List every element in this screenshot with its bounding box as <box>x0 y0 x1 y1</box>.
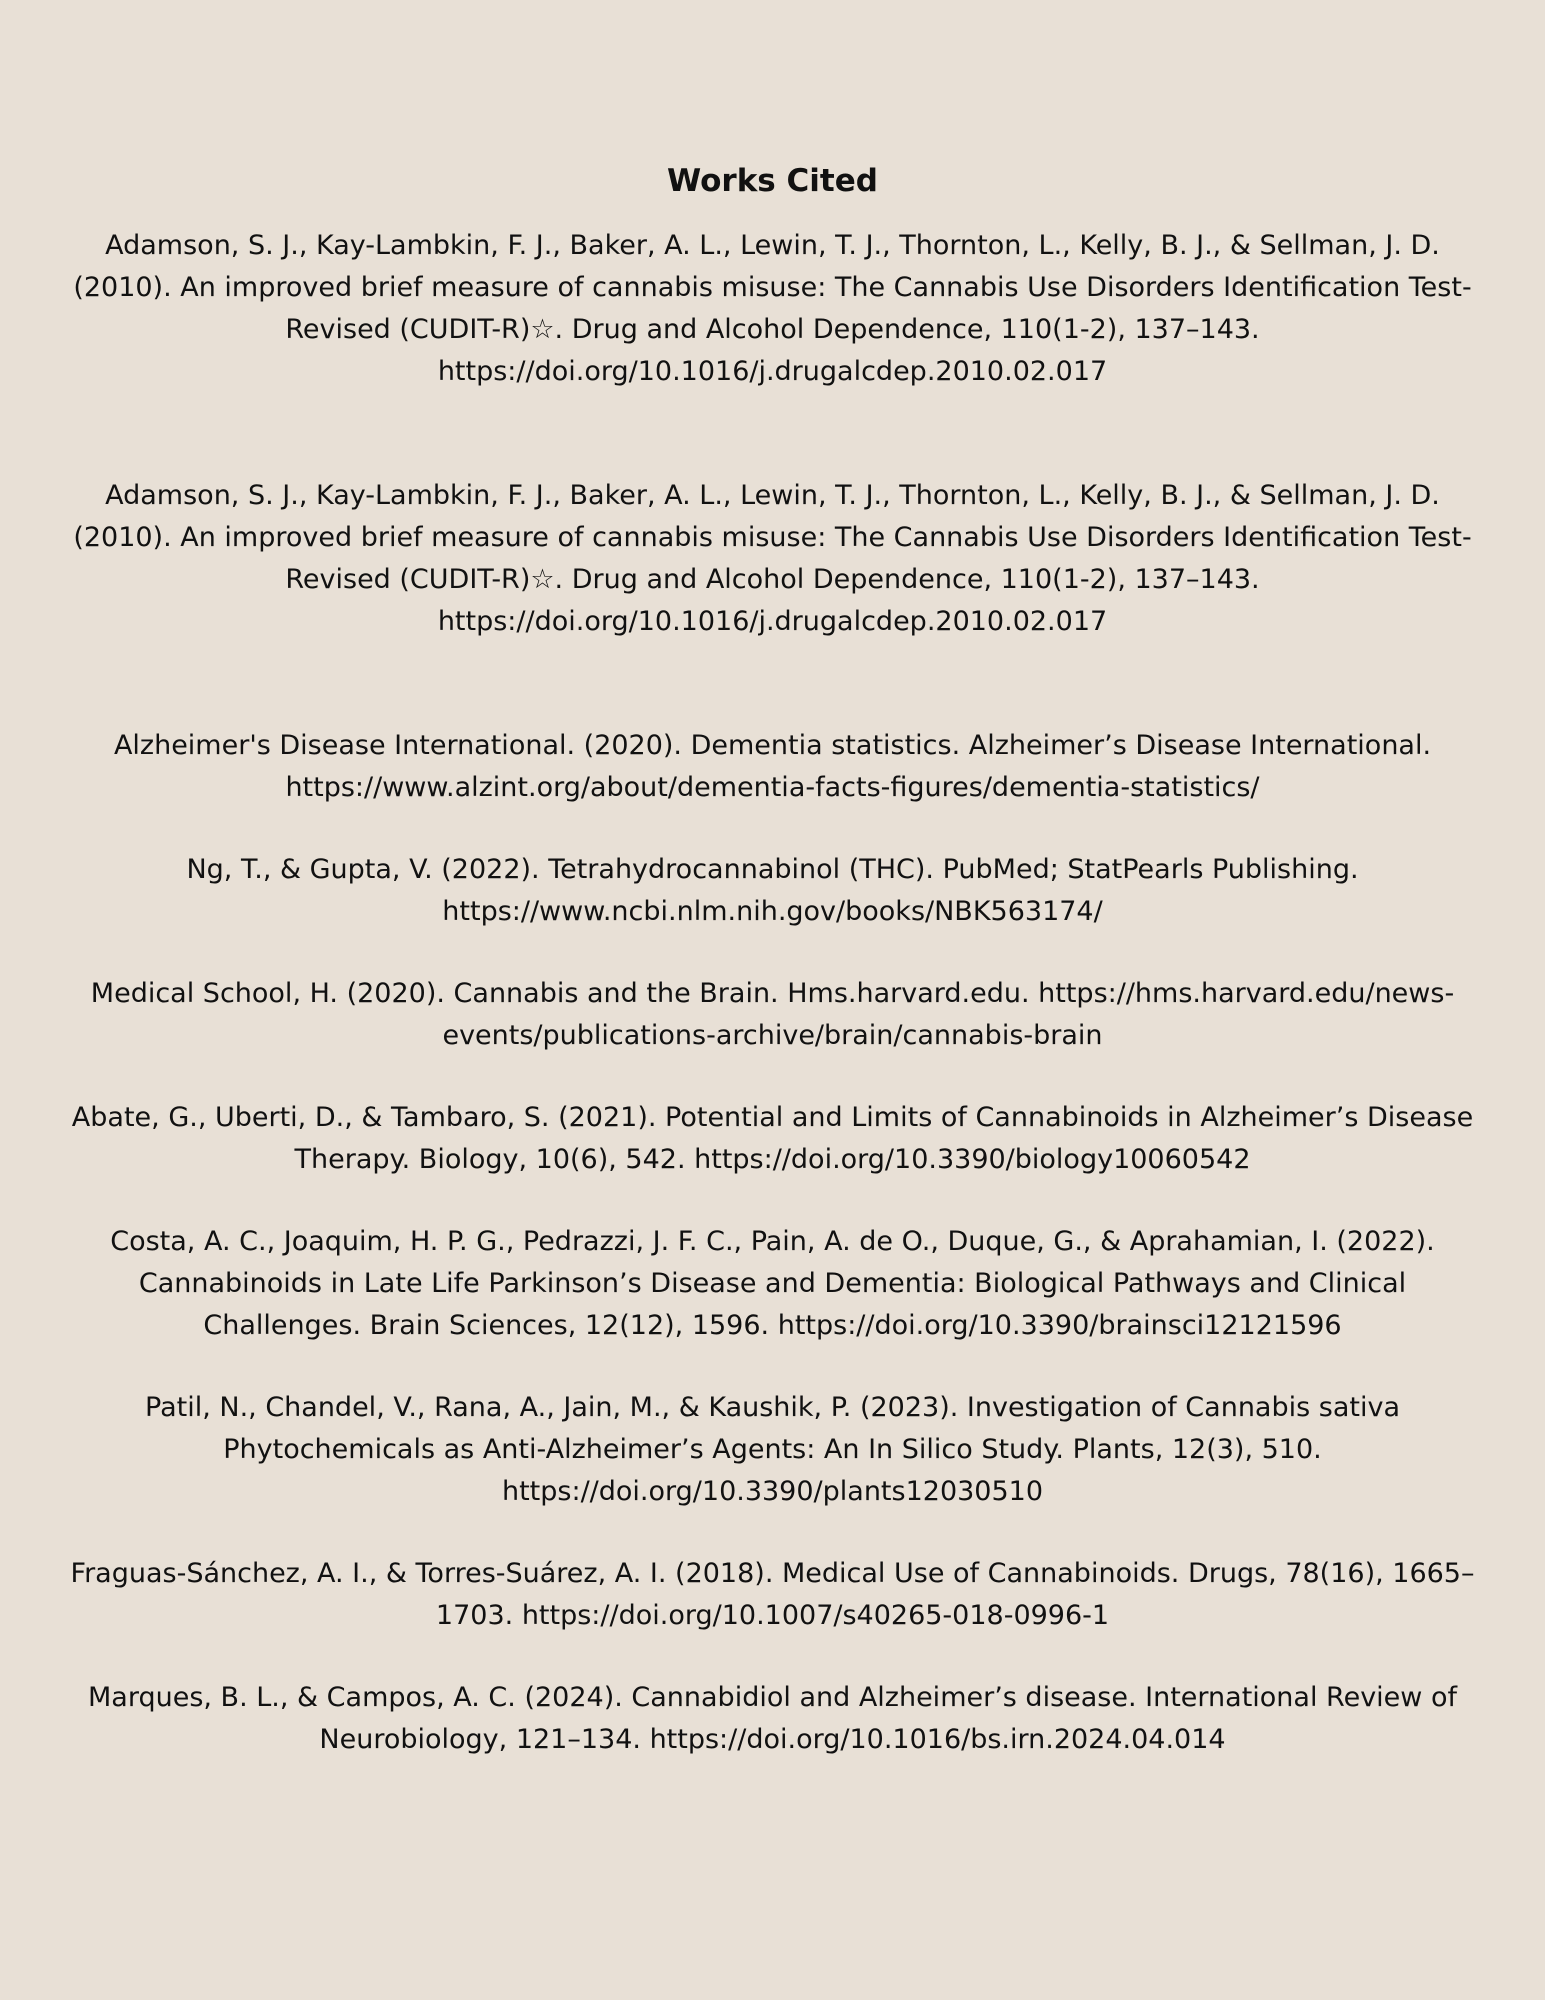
citation-text: Costa, A. C., Joaquim, H. P. G., Pedrazzi, J. F. C., Pain, A. de O., Duque, G., & Aprahamian, I. (2022). Cannabinoids in Late Life Parkinson’s Disease and Dementia: Biological Pathways and Clinical Challenges. Brain Sciences, 12(12), 1596. <box>110 1226 1435 1341</box>
citation-url[interactable]: https://www.alzint.org/about/dementia-facts-figures/dementia-statistics/ <box>285 772 1260 803</box>
citation-url[interactable]: https://doi.org/10.1007/s40265-018-0996-1 <box>521 1600 1110 1631</box>
citation-item <box>70 1553 1475 1637</box>
citation-text: Adamson, S. J., Kay-Lambkin, F. J., Baker, A. L., Lewin, T. J., Thornton, L., Kelly, B. J., & Sellman, J. D. (2010). An improved brief measure of cannabis misuse: The Cannabis Use Disorders Identification Test-Revised (CUDIT-R)☆. Drug and Alcohol Dependence, 110(1-2), 137–143. <box>73 480 1472 595</box>
citation-item <box>70 725 1475 809</box>
citation-url[interactable]: https://hms.harvard.edu/news-events/publications-archive/brain/cannabis-brain <box>442 978 1455 1051</box>
citation-item <box>70 1677 1475 1761</box>
citation-text: Alzheimer's Disease International. (2020). Dementia statistics. Alzheimer’s Disease International. <box>113 730 1432 761</box>
citation-text: Abate, G., Uberti, D., & Tambaro, S. (2021). Potential and Limits of Cannabinoids in Alzheimer’s Disease Therapy. Biology, 10(6), 542. <box>71 1102 1474 1175</box>
citation-url[interactable]: https://doi.org/10.3390/biology10060542 <box>694 1144 1251 1175</box>
citation-text: Ng, T., & Gupta, V. (2022). Tetrahydrocannabinol (THC). PubMed; StatPearls Publishing. <box>186 854 1359 885</box>
citation-text: Marques, B. L., & Campos, A. C. (2024). Cannabidiol and Alzheimer’s disease. International Review of Neurobiology, 121–134. <box>88 1682 1457 1755</box>
citation-url[interactable]: https://doi.org/10.1016/j.drugalcdep.2010.02.017 <box>437 606 1108 637</box>
citation-text: Medical School, H. (2020). Cannabis and the Brain. Hms.harvard.edu. <box>90 978 1030 1009</box>
citation-list <box>70 225 1475 1761</box>
citation-url[interactable]: https://doi.org/10.3390/plants12030510 <box>501 1476 1044 1507</box>
citation-item <box>70 1387 1475 1513</box>
citation-item <box>70 973 1475 1057</box>
citation-text: Fraguas-Sánchez, A. I., & Torres-Suárez, A. I. (2018). Medical Use of Cannabinoids. Drugs, 78(16), 1665–1703. <box>70 1558 1475 1631</box>
citation-item <box>70 849 1475 933</box>
citation-item <box>70 1221 1475 1347</box>
citation-text: Patil, N., Chandel, V., Rana, A., Jain, M., & Kaushik, P. (2023). Investigation of Cannabis sativa Phytochemicals as Anti-Alzheimer’s Agents: An In Silico Study. Plants, 12(3), 510. <box>145 1392 1400 1465</box>
citation-item <box>70 1097 1475 1181</box>
citation-url[interactable]: https://www.ncbi.nlm.nih.gov/books/NBK563174/ <box>442 896 1103 927</box>
citation-url[interactable]: https://doi.org/10.3390/brainsci12121596 <box>777 1310 1342 1341</box>
citation-text: Adamson, S. J., Kay-Lambkin, F. J., Baker, A. L., Lewin, T. J., Thornton, L., Kelly, B. J., & Sellman, J. D. (2010). An improved brief measure of cannabis misuse: The Cannabis Use Disorders Identification Test-Revised (CUDIT-R)☆. Drug and Alcohol Dependence, 110(1-2), 137–143. <box>73 230 1472 345</box>
page-title: Works Cited <box>667 162 878 199</box>
citation-item <box>70 475 1475 643</box>
citation-url[interactable]: https://doi.org/10.1016/j.drugalcdep.2010.02.017 <box>437 356 1108 387</box>
citation-item <box>70 225 1475 393</box>
citation-url[interactable]: https://doi.org/10.1016/bs.irn.2024.04.014 <box>649 1724 1226 1755</box>
